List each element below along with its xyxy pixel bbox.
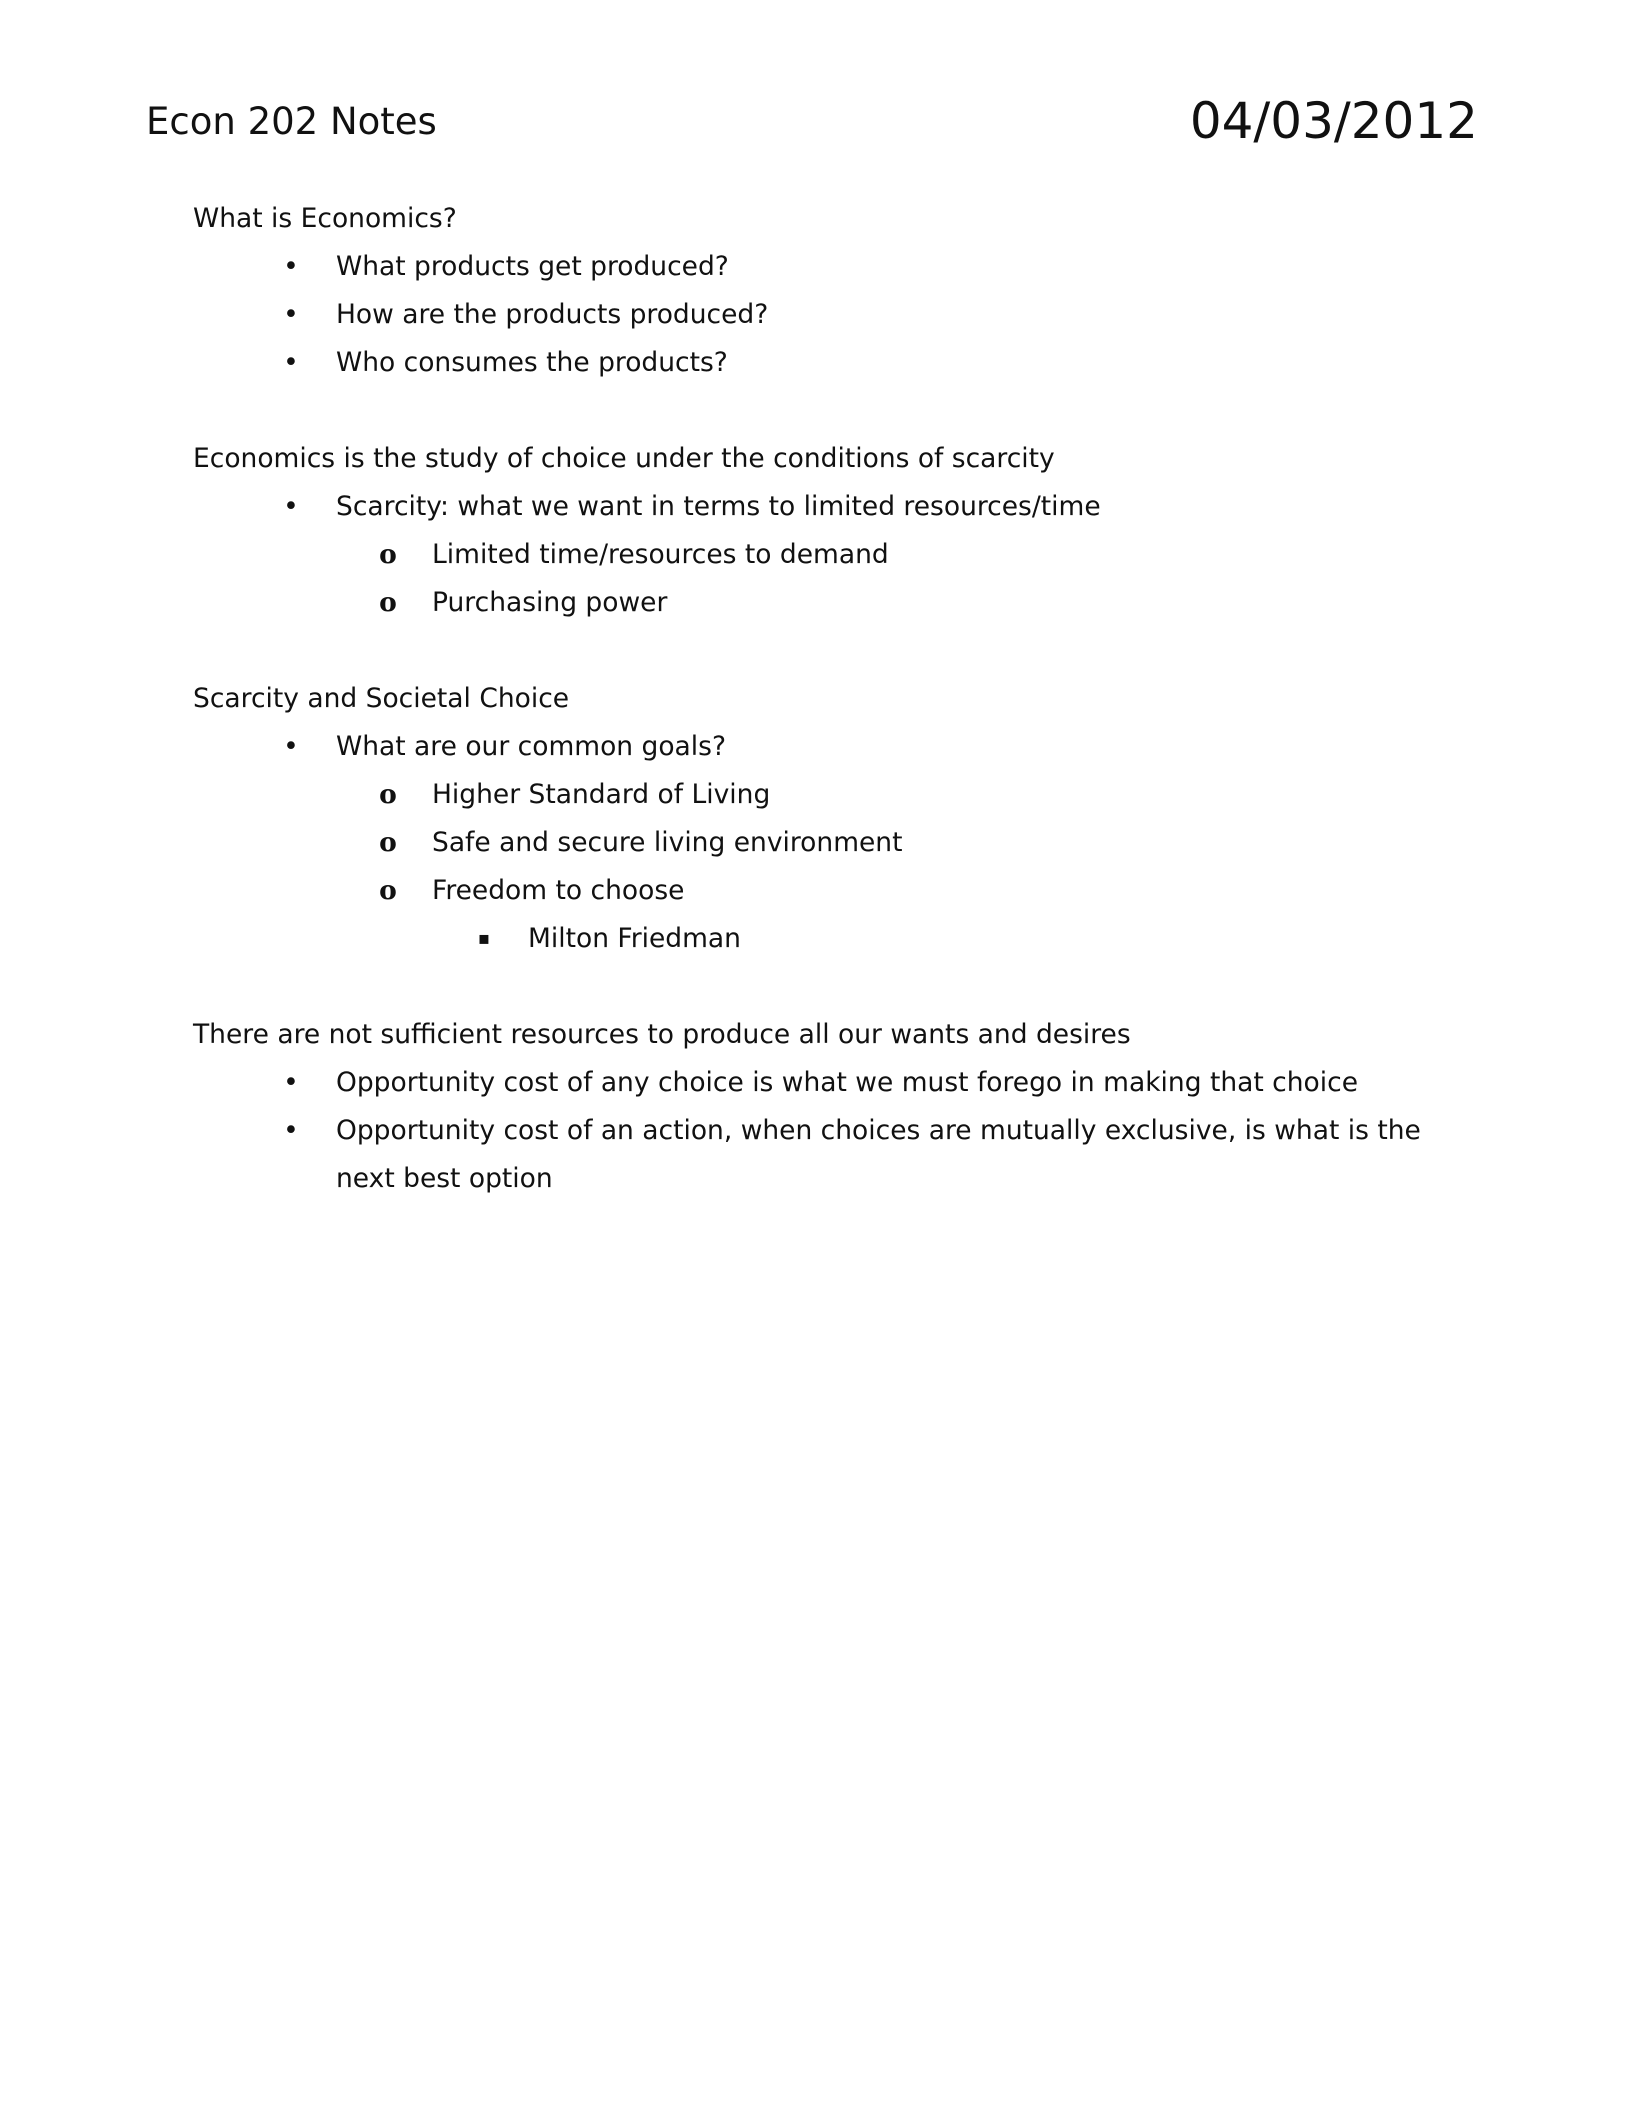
list-item-text: Opportunity cost of an action, when choices are mutually exclusive, is what is the next best option: [336, 1115, 1421, 1194]
circle-bullet-icon: o: [379, 587, 397, 618]
sub-list-item-text: Safe and secure living environment: [432, 827, 903, 858]
section-opportunity-cost: [193, 1011, 1493, 1203]
sub-list-item: [336, 771, 1493, 819]
disc-bullet-icon: •: [283, 251, 299, 282]
disc-bullet-icon: •: [283, 299, 299, 330]
sub-list-item-text: Higher Standard of Living: [432, 779, 771, 810]
section-economics-definition: [193, 435, 1493, 627]
disc-bullet-icon: •: [283, 731, 299, 762]
sub-sub-list-item-text: Milton Friedman: [528, 923, 741, 954]
list-item: [193, 723, 1493, 963]
list-item-text: Scarcity: what we want in terms to limited resources/time: [336, 491, 1101, 522]
sub-list-item-text: Limited time/resources to demand: [432, 539, 889, 570]
list-item: [193, 1107, 1493, 1203]
sub-bullet-list: [240, 531, 1493, 627]
section-heading: There are not sufficient resources to produce all our wants and desires: [193, 1019, 1131, 1050]
disc-bullet-icon: •: [283, 1115, 299, 1146]
circle-bullet-icon: o: [379, 779, 397, 810]
circle-bullet-icon: o: [379, 875, 397, 906]
section-scarcity-societal-choice: [193, 675, 1493, 963]
bullet-list: [193, 1059, 1493, 1203]
page-title: Econ 202 Notes: [146, 100, 437, 143]
section-what-is-economics: [193, 195, 1493, 387]
list-item: [193, 291, 1493, 339]
sub-list-item-text: Freedom to choose: [432, 875, 685, 906]
list-item: [193, 1059, 1493, 1107]
page-date: 04/03/2012: [1189, 92, 1478, 150]
disc-bullet-icon: •: [283, 1067, 299, 1098]
sub-list-item-text: Purchasing power: [432, 587, 668, 618]
square-bullet-icon: ▪: [477, 928, 491, 949]
bullet-list: [193, 243, 1493, 387]
circle-bullet-icon: o: [379, 539, 397, 570]
list-item-text: Who consumes the products?: [336, 347, 728, 378]
sub-sub-bullet-list: [432, 915, 1493, 963]
list-item: [193, 339, 1493, 387]
sub-list-item: [336, 867, 1493, 963]
sub-list-item: [336, 579, 1493, 627]
circle-bullet-icon: o: [379, 827, 397, 858]
list-item-text: Opportunity cost of any choice is what we must forego in making that choice: [336, 1067, 1358, 1098]
section-heading: Scarcity and Societal Choice: [193, 683, 570, 714]
sub-list-item: [336, 819, 1493, 867]
list-item-text: How are the products produced?: [336, 299, 769, 330]
disc-bullet-icon: •: [283, 491, 299, 522]
disc-bullet-icon: •: [283, 347, 299, 378]
list-item-text: What products get produced?: [336, 251, 729, 282]
list-item-text: What are our common goals?: [336, 731, 727, 762]
list-item: [193, 483, 1493, 627]
sub-sub-list-item: [432, 915, 1493, 963]
section-heading: Economics is the study of choice under the conditions of scarcity: [193, 443, 1055, 474]
sub-list-item: [336, 531, 1493, 579]
list-item: [193, 243, 1493, 291]
sub-bullet-list: [240, 771, 1493, 963]
section-heading: What is Economics?: [193, 203, 457, 234]
bullet-list: [193, 483, 1493, 627]
bullet-list: [193, 723, 1493, 963]
notes-body: [193, 195, 1493, 1251]
